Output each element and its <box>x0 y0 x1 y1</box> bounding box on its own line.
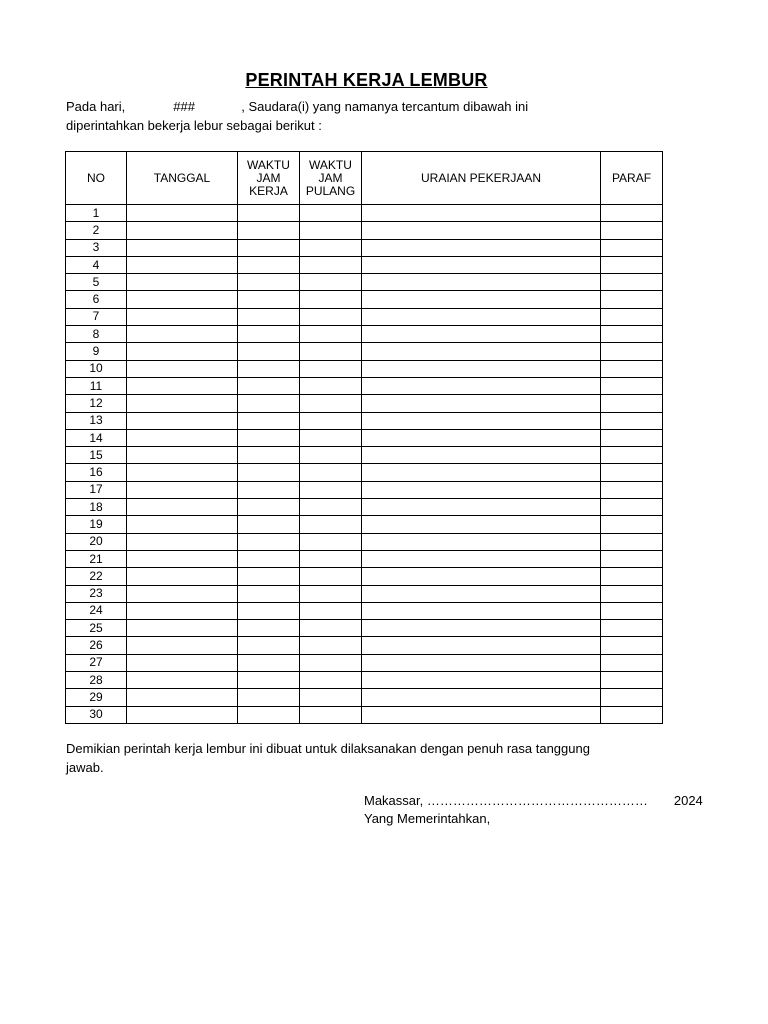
cell-paraf <box>601 326 663 343</box>
cell-tanggal <box>127 256 238 273</box>
cell-paraf <box>601 464 663 481</box>
cell-waktu-pulang <box>300 550 362 567</box>
cell-tanggal <box>127 637 238 654</box>
row-number: 12 <box>66 395 127 412</box>
cell-uraian <box>362 516 601 533</box>
cell-tanggal <box>127 672 238 689</box>
cell-paraf <box>601 672 663 689</box>
cell-waktu-kerja <box>238 602 300 619</box>
row-number: 27 <box>66 654 127 671</box>
cell-uraian <box>362 274 601 291</box>
table-row <box>66 516 663 533</box>
cell-waktu-kerja <box>238 429 300 446</box>
table-row <box>66 499 663 516</box>
cell-paraf <box>601 602 663 619</box>
intro-prefix: Pada hari, <box>66 99 126 114</box>
table-row <box>66 533 663 550</box>
row-number: 5 <box>66 274 127 291</box>
cell-uraian <box>362 447 601 464</box>
cell-waktu-kerja <box>238 412 300 429</box>
table-row <box>66 429 663 446</box>
cell-waktu-kerja <box>238 291 300 308</box>
row-number: 21 <box>66 550 127 567</box>
table-row <box>66 205 663 222</box>
cell-tanggal <box>127 550 238 567</box>
cell-paraf <box>601 550 663 567</box>
cell-waktu-pulang <box>300 239 362 256</box>
cell-waktu-pulang <box>300 274 362 291</box>
cell-uraian <box>362 377 601 394</box>
cell-uraian <box>362 429 601 446</box>
table-row <box>66 377 663 394</box>
table-row <box>66 481 663 498</box>
row-number: 11 <box>66 377 127 394</box>
table-row <box>66 447 663 464</box>
header-waktu-jam-kerja: WAKTU JAM KERJA <box>238 152 300 205</box>
cell-uraian <box>362 239 601 256</box>
cell-paraf <box>601 239 663 256</box>
table-row <box>66 620 663 637</box>
cell-waktu-kerja <box>238 533 300 550</box>
header-waktu-jam-pulang: WAKTU JAM PULANG <box>300 152 362 205</box>
cell-uraian <box>362 620 601 637</box>
cell-waktu-pulang <box>300 464 362 481</box>
cell-tanggal <box>127 343 238 360</box>
cell-tanggal <box>127 377 238 394</box>
cell-waktu-kerja <box>238 585 300 602</box>
cell-waktu-pulang <box>300 256 362 273</box>
cell-paraf <box>601 481 663 498</box>
row-number: 18 <box>66 499 127 516</box>
row-number: 13 <box>66 412 127 429</box>
cell-tanggal <box>127 308 238 325</box>
row-number: 28 <box>66 672 127 689</box>
cell-tanggal <box>127 706 238 723</box>
cell-uraian <box>362 360 601 377</box>
row-number: 17 <box>66 481 127 498</box>
cell-waktu-pulang <box>300 654 362 671</box>
overtime-table <box>65 151 663 724</box>
cell-tanggal <box>127 533 238 550</box>
row-number: 6 <box>66 291 127 308</box>
table-row <box>66 689 663 706</box>
cell-uraian <box>362 222 601 239</box>
cell-waktu-pulang <box>300 602 362 619</box>
cell-uraian <box>362 550 601 567</box>
header-tanggal: TANGGAL <box>127 152 238 205</box>
cell-paraf <box>601 637 663 654</box>
cell-waktu-kerja <box>238 377 300 394</box>
signature-place-date <box>364 793 703 808</box>
row-number: 10 <box>66 360 127 377</box>
cell-waktu-pulang <box>300 585 362 602</box>
cell-waktu-pulang <box>300 533 362 550</box>
cell-paraf <box>601 412 663 429</box>
cell-waktu-pulang <box>300 706 362 723</box>
cell-uraian <box>362 326 601 343</box>
cell-uraian <box>362 256 601 273</box>
cell-waktu-pulang <box>300 620 362 637</box>
table-row <box>66 256 663 273</box>
cell-waktu-kerja <box>238 706 300 723</box>
cell-uraian <box>362 654 601 671</box>
cell-paraf <box>601 499 663 516</box>
row-number: 19 <box>66 516 127 533</box>
cell-waktu-pulang <box>300 360 362 377</box>
table-row <box>66 672 663 689</box>
cell-tanggal <box>127 464 238 481</box>
table-row <box>66 568 663 585</box>
row-number: 16 <box>66 464 127 481</box>
cell-waktu-kerja <box>238 360 300 377</box>
cell-uraian <box>362 689 601 706</box>
row-number: 26 <box>66 637 127 654</box>
cell-uraian <box>362 585 601 602</box>
intro-line-2: diperintahkan bekerja lebur sebagai berikut : <box>66 118 322 133</box>
table-row <box>66 464 663 481</box>
cell-waktu-pulang <box>300 205 362 222</box>
table-row <box>66 550 663 567</box>
cell-uraian <box>362 308 601 325</box>
row-number: 30 <box>66 706 127 723</box>
cell-tanggal <box>127 585 238 602</box>
cell-paraf <box>601 308 663 325</box>
cell-waktu-pulang <box>300 308 362 325</box>
cell-waktu-kerja <box>238 308 300 325</box>
cell-tanggal <box>127 620 238 637</box>
cell-tanggal <box>127 499 238 516</box>
cell-paraf <box>601 274 663 291</box>
table-row <box>66 412 663 429</box>
cell-paraf <box>601 291 663 308</box>
cell-tanggal <box>127 429 238 446</box>
cell-uraian <box>362 499 601 516</box>
row-number: 24 <box>66 602 127 619</box>
cell-waktu-pulang <box>300 516 362 533</box>
cell-paraf <box>601 533 663 550</box>
table-row <box>66 222 663 239</box>
cell-waktu-pulang <box>300 291 362 308</box>
cell-uraian <box>362 568 601 585</box>
cell-tanggal <box>127 689 238 706</box>
cell-waktu-kerja <box>238 620 300 637</box>
cell-paraf <box>601 689 663 706</box>
cell-waktu-kerja <box>238 672 300 689</box>
cell-waktu-kerja <box>238 654 300 671</box>
cell-waktu-pulang <box>300 412 362 429</box>
header-uraian-pekerjaan: URAIAN PEKERJAAN <box>362 152 601 205</box>
cell-waktu-kerja <box>238 568 300 585</box>
cell-waktu-kerja <box>238 222 300 239</box>
row-number: 25 <box>66 620 127 637</box>
cell-tanggal <box>127 516 238 533</box>
row-number: 7 <box>66 308 127 325</box>
cell-tanggal <box>127 274 238 291</box>
cell-tanggal <box>127 412 238 429</box>
cell-uraian <box>362 395 601 412</box>
row-number: 15 <box>66 447 127 464</box>
cell-waktu-kerja <box>238 481 300 498</box>
table-row <box>66 343 663 360</box>
cell-paraf <box>601 447 663 464</box>
cell-waktu-kerja <box>238 256 300 273</box>
cell-waktu-kerja <box>238 499 300 516</box>
cell-waktu-kerja <box>238 447 300 464</box>
table-header-row <box>66 152 663 205</box>
cell-paraf <box>601 377 663 394</box>
cell-waktu-kerja <box>238 516 300 533</box>
cell-waktu-pulang <box>300 689 362 706</box>
cell-waktu-pulang <box>300 395 362 412</box>
cell-tanggal <box>127 291 238 308</box>
cell-paraf <box>601 205 663 222</box>
table-row <box>66 274 663 291</box>
row-number: 8 <box>66 326 127 343</box>
table-row <box>66 239 663 256</box>
cell-waktu-kerja <box>238 464 300 481</box>
cell-uraian <box>362 412 601 429</box>
cell-uraian <box>362 672 601 689</box>
cell-tanggal <box>127 447 238 464</box>
cell-uraian <box>362 464 601 481</box>
cell-paraf <box>601 516 663 533</box>
table-row <box>66 360 663 377</box>
cell-uraian <box>362 291 601 308</box>
cell-waktu-pulang <box>300 343 362 360</box>
cell-waktu-kerja <box>238 326 300 343</box>
cell-tanggal <box>127 326 238 343</box>
cell-waktu-kerja <box>238 274 300 291</box>
row-number: 2 <box>66 222 127 239</box>
cell-waktu-kerja <box>238 343 300 360</box>
cell-waktu-pulang <box>300 672 362 689</box>
cell-waktu-kerja <box>238 689 300 706</box>
cell-tanggal <box>127 654 238 671</box>
intro-line-1 <box>66 99 528 114</box>
table-row <box>66 291 663 308</box>
table-row <box>66 395 663 412</box>
header-no: NO <box>66 152 127 205</box>
cell-paraf <box>601 360 663 377</box>
cell-waktu-pulang <box>300 429 362 446</box>
intro-suffix: , Saudara(i) yang namanya tercantum dibawah ini <box>241 99 529 114</box>
cell-tanggal <box>127 205 238 222</box>
row-number: 3 <box>66 239 127 256</box>
cell-tanggal <box>127 568 238 585</box>
cell-waktu-pulang <box>300 568 362 585</box>
table-row <box>66 706 663 723</box>
cell-waktu-pulang <box>300 637 362 654</box>
cell-paraf <box>601 620 663 637</box>
table-row <box>66 308 663 325</box>
row-number: 22 <box>66 568 127 585</box>
cell-uraian <box>362 343 601 360</box>
closing-statement: Demikian perintah kerja lembur ini dibuat untuk dilaksanakan dengan penuh rasa tanggung jawab. <box>66 741 590 775</box>
row-number: 29 <box>66 689 127 706</box>
cell-waktu-pulang <box>300 377 362 394</box>
signature-place: Makassar, …………………………………………… <box>364 793 648 808</box>
cell-uraian <box>362 205 601 222</box>
cell-paraf <box>601 222 663 239</box>
cell-waktu-kerja <box>238 550 300 567</box>
cell-uraian <box>362 602 601 619</box>
cell-tanggal <box>127 602 238 619</box>
row-number: 14 <box>66 429 127 446</box>
cell-paraf <box>601 256 663 273</box>
table-row <box>66 602 663 619</box>
table-row <box>66 585 663 602</box>
cell-uraian <box>362 706 601 723</box>
cell-tanggal <box>127 395 238 412</box>
document-title: PERINTAH KERJA LEMBUR <box>245 70 488 90</box>
cell-waktu-kerja <box>238 637 300 654</box>
row-number: 9 <box>66 343 127 360</box>
cell-waktu-pulang <box>300 447 362 464</box>
cell-paraf <box>601 429 663 446</box>
cell-uraian <box>362 481 601 498</box>
cell-waktu-pulang <box>300 222 362 239</box>
cell-tanggal <box>127 222 238 239</box>
table-row <box>66 637 663 654</box>
cell-waktu-kerja <box>238 239 300 256</box>
cell-paraf <box>601 585 663 602</box>
cell-paraf <box>601 395 663 412</box>
signature-role: Yang Memerintahkan, <box>364 811 491 826</box>
cell-paraf <box>601 654 663 671</box>
cell-paraf <box>601 568 663 585</box>
cell-paraf <box>601 343 663 360</box>
header-paraf: PARAF <box>601 152 663 205</box>
cell-paraf <box>601 706 663 723</box>
row-number: 4 <box>66 256 127 273</box>
cell-waktu-kerja <box>238 205 300 222</box>
cell-tanggal <box>127 481 238 498</box>
cell-uraian <box>362 637 601 654</box>
signature-year: 2024 <box>673 793 703 808</box>
cell-tanggal <box>127 239 238 256</box>
cell-waktu-pulang <box>300 499 362 516</box>
cell-waktu-pulang <box>300 481 362 498</box>
table-row <box>66 326 663 343</box>
cell-waktu-pulang <box>300 326 362 343</box>
table-row <box>66 654 663 671</box>
cell-uraian <box>362 533 601 550</box>
cell-tanggal <box>127 360 238 377</box>
row-number: 23 <box>66 585 127 602</box>
cell-waktu-kerja <box>238 395 300 412</box>
row-number: 20 <box>66 533 127 550</box>
day-placeholder: ### <box>173 99 195 114</box>
row-number: 1 <box>66 205 127 222</box>
